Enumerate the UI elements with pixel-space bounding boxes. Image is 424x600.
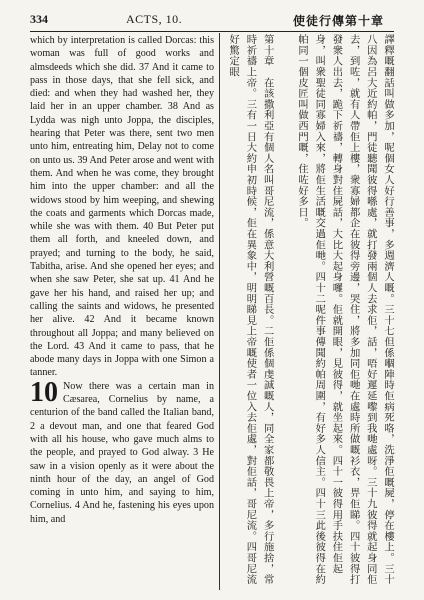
page-number: 334 — [30, 12, 48, 26]
header-rule — [30, 31, 394, 32]
chapter-number: 10 — [30, 376, 58, 408]
english-column — [30, 34, 214, 590]
chapter-start-paragraph — [30, 376, 214, 526]
cjk-chapter-title: 使徒行傳第十章 — [292, 14, 384, 28]
cjk-column — [224, 34, 396, 590]
cjk-vertical-text: 譯釋嘅翻話叫做多加，呢個女人好行善事，多週濟人嘅。三十七但係嗰陣時佢病死咯，洗淨佢嘅屍，停在樓上。三十八因為呂大近約帕，門徒聽聞彼得喺處，就打發兩個人去求佢，話，唔好遲延嚟到我哋處呀。三十九彼得就起身同佢去，到咗，就有人帶佢上樓，衆寡婦都企在彼得旁邊，哭住，將多加同佢哋在處時所做嘅衫衣，畀佢睇。四十彼得打發衆人出去，跪下祈禱，轉身對住屍話，大比大起身囉。佢就開眼，見彼得，就坐起來。四十一彼得用手扶住佢起身，叫衆聖徒同寡婦入來，將佢生活嘅交過佢哋。四十二呢件事傳聞約帕周圍，有好多人信主。四十三此後彼得在約帕同一個皮匠叫做西門嘅，住咗好多日。 第十章 在該撒利亞有個人名叫哥尼流，係意大利營嘅百長。二佢係個虔誠嘅人，同全家都敬畏上帝，多行施捨，常時祈禱上帝。三有一日大約申初時候，佢在異象中，明明睇見上帝嘅使者一位入去佢處，對佢話，哥尼流。四哥尼流好驚定眼 — [227, 34, 395, 585]
column-divider — [219, 33, 220, 590]
english-paragraph: which by interpretation is called Dorcas: this woman was full of good works and almsdeeds which she did. 37 And it came to pass in those days, that she fell sick, and died: and when they had washed her, they laid her in an upper chamber. 38 And as Lydda was nigh unto Joppa, the disciples, hearing that Peter was there, sent two men unto him, entreating him, Delay not to come on unto us. 39 And Peter arose and went with them. And when he was come, they brought him into the upper chamber: and all the widows stood by him weeping, and shewing the coats and garments which Dorcas made, while she was with them. 40 But Peter put them all forth, and kneeled down, and prayed; and turning to the body, he said, Tabitha, arise. And she opened her eyes; and when she saw Peter, she sat up. 41 And he gave her his hand, and raised her up; and calling the saints and widows, he presented her alive. 42 And it became known throughout all Joppa; and many believed on the Lord. 43 And it came to pass, that he abode many days in Joppa with one Simon a tanner. — [30, 35, 214, 379]
english-paragraph-2: Now there was a certain man in Cæsarea, Cornelius by name, a centurion of the band called the Italian band, 2 a devout man, and one that feared God with all his house, who gave much alms to the people, and prayed to God alway. 3 He saw in a vision openly as it were about the ninth hour of the day, an angel of God coming in unto him, and saying to him, Cornelius. 4 And he, fastening his eyes upon him, and — [30, 380, 214, 525]
page-header — [30, 12, 394, 30]
chapter-reference: ACTS, 10. — [126, 12, 183, 26]
